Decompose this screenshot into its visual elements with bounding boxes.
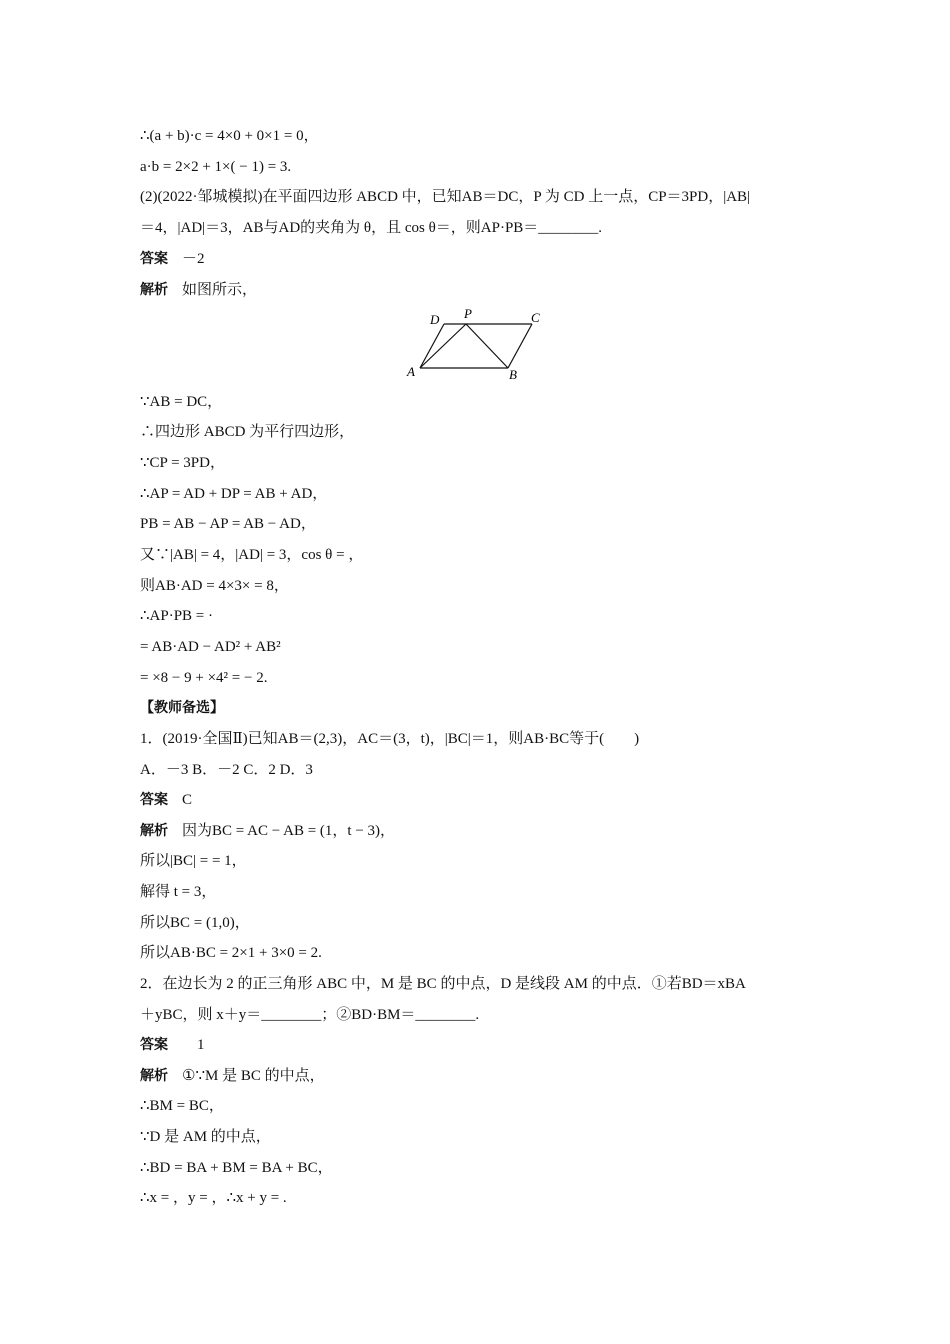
text-line: 解得 t = 3，	[140, 884, 217, 900]
text-line: ∴AP·PB = ·	[140, 608, 214, 624]
text-line: ∴AP = AD + DP = AB + AD，	[140, 486, 328, 502]
text-line: 所以AB·BC = 2×1 + 3×0 = 2.	[140, 945, 322, 961]
text-line: ∴四边形 ABCD 为平行四边形，	[140, 424, 355, 440]
text-line: ∵CP = 3PD，	[140, 455, 225, 471]
text-line: a·b = 2×2 + 1×( − 1) = 3.	[140, 159, 292, 175]
analysis-label: 解析	[140, 1068, 168, 1084]
analysis-label: 解析	[140, 823, 168, 839]
text-line: 所以BC = (1,0)，	[140, 915, 250, 931]
text-line: ∴BD = BA + BM = BA + BC，	[140, 1160, 333, 1176]
parallelogram-figure	[400, 304, 560, 384]
point-label-b: B	[509, 367, 517, 382]
problem-text: ＋yBC，则 x＋y＝________；②BD·BM＝________.	[140, 1007, 480, 1023]
problem-text: 2．在边长为 2 的正三角形 ABC 中，M 是 BC 的中点，D 是线段 AM 的中点．①若BD＝xBA	[140, 976, 746, 992]
answer-line: 答案 －2	[140, 251, 205, 267]
point-label-a: A	[407, 364, 415, 379]
analysis-line: 解析 因为BC = AC − AB = (1，t − 3)，	[140, 823, 396, 839]
section-heading: 【教师备选】	[140, 700, 224, 716]
answer-label: 答案	[140, 792, 168, 808]
text-line: = ×8 − 9 + ×4² = − 2.	[140, 670, 268, 686]
text-line: 则AB·AD = 4×3× = 8，	[140, 578, 289, 594]
text-line: ∵AB = DC，	[140, 394, 223, 410]
problem-text: ＝4，|AD|＝3，AB与AD的夹角为 θ，且 cos θ＝，则AP·PB＝________.	[140, 220, 603, 236]
answer-label: 答案	[140, 1037, 168, 1053]
text-line: ∴(a + b)·c = 4×0 + 0×1 = 0，	[140, 128, 319, 144]
answer-line: 答案 1	[140, 1037, 205, 1053]
text-line: = AB·AD − AD² + AB²	[140, 639, 281, 655]
text-line: 所以|BC| = = 1，	[140, 853, 247, 869]
text-line: 又∵|AB| = 4，|AD| = 3，cos θ = ，	[140, 547, 364, 563]
answer-line: 答案 C	[140, 792, 193, 808]
problem-text: 1．(2019·全国Ⅱ)已知AB＝(2,3)，AC＝(3，t)，|BC|＝1，则AB·BC等于( )	[140, 731, 640, 747]
text-line: PB = AB − AP = AB − AD，	[140, 516, 316, 532]
problem-text: (2)(2022·邹城模拟)在平面四边形 ABCD 中，已知AB＝DC，P 为 CD 上一点，CP＝3PD，|AB|	[140, 189, 751, 205]
text-line: ∴x = ，y = ，∴x + y = .	[140, 1190, 287, 1206]
point-label-p: P	[464, 306, 472, 321]
point-label-c: C	[531, 310, 540, 325]
analysis-line: 解析 如图所示，	[140, 282, 258, 298]
point-label-d: D	[430, 312, 440, 327]
choices-line: A．－3 B．－2 C．2 D．3	[140, 762, 313, 778]
analysis-line: 解析 ①∵M 是 BC 的中点，	[140, 1068, 325, 1084]
text-line: ∴BM = BC，	[140, 1098, 224, 1114]
answer-label: 答案	[140, 251, 168, 267]
analysis-label: 解析	[140, 282, 168, 298]
text-line: ∵D 是 AM 的中点，	[140, 1129, 271, 1145]
